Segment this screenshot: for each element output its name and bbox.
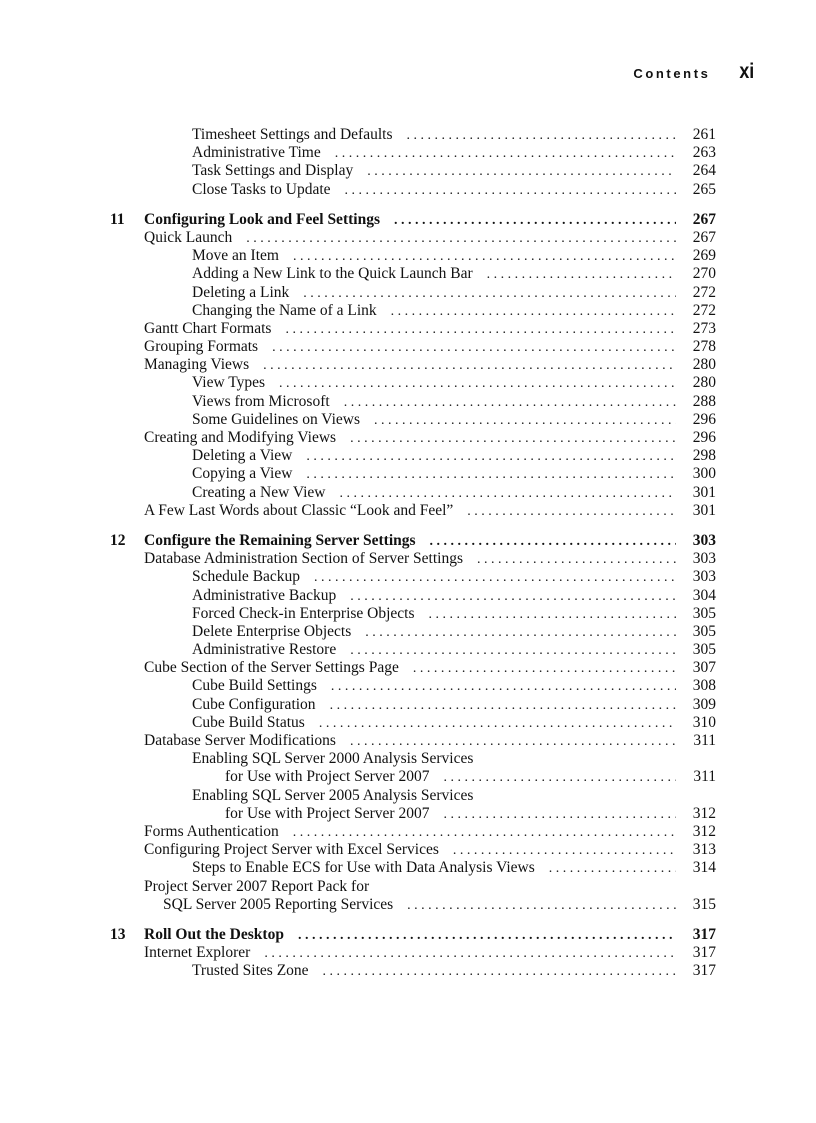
dot-leader xyxy=(279,375,676,393)
running-head-page-number: xi xyxy=(739,60,755,83)
toc-chapter-entry[interactable] xyxy=(110,926,716,944)
toc-entry[interactable] xyxy=(110,284,716,302)
dot-leader xyxy=(350,430,676,448)
dot-leader xyxy=(263,357,676,375)
dot-leader xyxy=(335,145,676,163)
toc-entry[interactable] xyxy=(110,962,716,980)
dot-leader xyxy=(413,660,676,678)
dot-leader xyxy=(344,394,676,412)
toc-entry-title: Configuring Look and Feel Settings xyxy=(144,210,380,228)
toc-entry-title: for Use with Project Server 2007 xyxy=(225,804,430,822)
dot-leader xyxy=(331,678,676,696)
toc-entry-title: Enabling SQL Server 2005 Analysis Services xyxy=(192,786,474,804)
dot-leader xyxy=(306,448,676,466)
toc-entry[interactable] xyxy=(110,768,716,786)
toc-page-number: 317 xyxy=(692,944,716,962)
toc-entry-title: Internet Explorer xyxy=(144,944,251,962)
chapter-number: 12 xyxy=(110,531,126,549)
toc-page-number: 313 xyxy=(692,841,716,859)
toc-entry[interactable] xyxy=(110,484,716,502)
toc-entry[interactable] xyxy=(110,896,716,914)
toc-entry-title: Copying a View xyxy=(192,465,293,483)
toc-entry[interactable] xyxy=(110,302,716,320)
toc-entry-title: Configuring Project Server with Excel Services xyxy=(144,841,439,859)
toc-entry[interactable] xyxy=(110,550,716,568)
toc-entry[interactable] xyxy=(110,823,716,841)
dot-leader xyxy=(365,624,676,642)
toc-page-number: 307 xyxy=(692,659,716,677)
toc-page-number: 304 xyxy=(692,586,716,604)
dot-leader xyxy=(298,927,676,945)
toc-entry[interactable] xyxy=(110,568,716,586)
dot-leader xyxy=(350,642,676,660)
toc-entry-title: Some Guidelines on Views xyxy=(192,410,360,428)
toc-entry[interactable] xyxy=(110,374,716,392)
toc-entry[interactable] xyxy=(110,623,716,641)
dot-leader xyxy=(330,697,676,715)
toc-entry-title: View Types xyxy=(192,374,266,392)
toc-page-number: 311 xyxy=(693,768,716,786)
toc-entry-title: Forced Check-in Enterprise Objects xyxy=(192,604,415,622)
toc-entry[interactable] xyxy=(110,393,716,411)
toc-page-number: 303 xyxy=(692,531,716,549)
dot-leader xyxy=(246,230,676,248)
toc-entry-title: Task Settings and Display xyxy=(192,162,354,180)
dot-leader xyxy=(406,127,676,145)
toc-entry[interactable] xyxy=(110,587,716,605)
toc-entry-title: Roll Out the Desktop xyxy=(144,925,284,943)
toc-page-number: 300 xyxy=(692,465,716,483)
toc-entry[interactable] xyxy=(110,356,716,374)
dot-leader xyxy=(350,733,676,751)
toc-entry-title: Creating and Modifying Views xyxy=(144,429,337,446)
toc-page-number: 263 xyxy=(692,144,716,162)
dot-leader xyxy=(314,569,676,587)
toc-entry[interactable] xyxy=(110,714,716,732)
toc-page-number: 298 xyxy=(692,447,716,465)
toc-entry-title: for Use with Project Server 2007 xyxy=(225,768,430,786)
toc-entry[interactable] xyxy=(110,181,716,199)
toc-page-number: 267 xyxy=(692,228,716,246)
toc-page-number: 317 xyxy=(692,962,716,980)
dot-leader xyxy=(487,266,676,284)
toc-page-number: 305 xyxy=(692,622,716,640)
toc-page-number: 301 xyxy=(692,501,716,519)
toc-entry[interactable] xyxy=(110,411,716,429)
toc-page-number: 308 xyxy=(692,677,716,695)
toc-page-number: 280 xyxy=(692,374,716,392)
toc-entry[interactable] xyxy=(110,605,716,623)
toc-entry-title: Quick Launch xyxy=(144,228,233,246)
toc-entry-title: Forms Authentication xyxy=(144,822,279,840)
dot-leader xyxy=(467,503,676,521)
toc-page-number: 278 xyxy=(692,338,716,356)
dot-leader xyxy=(430,533,676,551)
toc-page-number: 272 xyxy=(692,301,716,319)
toc-entry-title: Timesheet Settings and Defaults xyxy=(192,126,393,143)
toc-entry-title: Creating a New View xyxy=(192,483,326,501)
toc-entry[interactable] xyxy=(110,944,716,962)
dot-leader xyxy=(323,963,676,981)
toc-page-number: 303 xyxy=(692,568,716,586)
toc-entry-title: Gantt Chart Formats xyxy=(144,319,272,337)
dot-leader xyxy=(345,182,676,200)
dot-leader xyxy=(443,769,676,787)
toc-entry-title: Project Server 2007 Report Pack for xyxy=(144,877,370,895)
toc-entry[interactable] xyxy=(110,659,716,677)
toc-entry[interactable] xyxy=(110,502,716,520)
toc-entry[interactable] xyxy=(110,247,716,265)
toc-entry[interactable] xyxy=(110,805,716,823)
toc-entry-title: Adding a New Link to the Quick Launch Bar xyxy=(192,265,473,283)
dot-leader xyxy=(285,321,676,339)
toc-page-number: 296 xyxy=(692,410,716,428)
toc-entry-title: Deleting a Link xyxy=(192,283,290,301)
toc-entry[interactable] xyxy=(110,732,716,750)
toc-entry-title: Deleting a View xyxy=(192,447,293,465)
dot-leader xyxy=(477,551,676,569)
chapter-number: 11 xyxy=(110,210,125,228)
toc-entry[interactable] xyxy=(110,859,716,877)
chapter-number: 13 xyxy=(110,925,126,943)
dot-leader xyxy=(293,248,676,266)
toc-page-number: 317 xyxy=(692,925,716,943)
toc-entry[interactable] xyxy=(110,696,716,714)
toc-entry-title: Configure the Remaining Server Settings xyxy=(144,531,416,549)
toc-page-number: 315 xyxy=(692,895,716,913)
toc-entry-title: Cube Section of the Server Settings Page xyxy=(144,659,399,677)
toc-entry-title: Move an Item xyxy=(192,247,279,265)
toc-entry[interactable] xyxy=(110,162,716,180)
toc-page-number: 309 xyxy=(692,695,716,713)
toc-entry-title: Grouping Formats xyxy=(144,338,259,356)
toc-entry-title: Database Administration Section of Server Settings xyxy=(144,550,463,568)
dot-leader xyxy=(306,466,676,484)
toc-page-number: 311 xyxy=(693,732,716,749)
dot-leader xyxy=(340,485,676,503)
toc-page-number: 267 xyxy=(692,210,716,228)
toc-entry-title: A Few Last Words about Classic “Look and Feel” xyxy=(144,501,454,519)
toc-entry-title: Changing the Name of a Link xyxy=(192,301,377,319)
table-of-contents xyxy=(110,126,716,980)
toc-entry-title: Administrative Time xyxy=(192,144,321,162)
toc-entry[interactable] xyxy=(110,641,716,659)
toc-chapter-entry[interactable] xyxy=(110,211,716,229)
dot-leader xyxy=(429,606,676,624)
toc-page-number: 301 xyxy=(692,483,716,501)
toc-page-number: 310 xyxy=(692,713,716,731)
toc-page-number: 305 xyxy=(692,604,716,622)
toc-entry[interactable] xyxy=(110,126,716,144)
toc-entry[interactable] xyxy=(110,429,716,447)
toc-entry-title: Enabling SQL Server 2000 Analysis Services xyxy=(192,750,474,768)
toc-page-number: 305 xyxy=(692,641,716,659)
toc-entry-title: Steps to Enable ECS for Use with Data Analysis Views xyxy=(192,859,535,877)
dot-leader xyxy=(319,715,676,733)
toc-entry-title: Cube Build Status xyxy=(192,713,305,731)
toc-page-number: 303 xyxy=(692,550,716,568)
dot-leader xyxy=(374,412,676,430)
toc-chapter-entry[interactable] xyxy=(110,532,716,550)
dot-leader xyxy=(549,860,676,878)
toc-page-number: 280 xyxy=(692,356,716,374)
dot-leader xyxy=(272,339,676,357)
toc-entry-title: Administrative Restore xyxy=(192,641,337,659)
toc-entry-title: Cube Build Settings xyxy=(192,677,317,695)
toc-page-number: 288 xyxy=(692,392,716,410)
toc-entry[interactable] xyxy=(110,265,716,283)
toc-page-number: 270 xyxy=(692,265,716,283)
toc-page-number: 269 xyxy=(692,247,716,265)
toc-page-number: 312 xyxy=(692,804,716,822)
toc-page-number: 265 xyxy=(692,180,716,198)
dot-leader xyxy=(391,303,676,321)
toc-entry[interactable] xyxy=(110,465,716,483)
toc-entry-title: Managing Views xyxy=(144,356,250,374)
toc-entry[interactable] xyxy=(110,677,716,695)
toc-entry[interactable] xyxy=(110,338,716,356)
toc-page-number: 272 xyxy=(692,283,716,301)
toc-entry[interactable] xyxy=(110,229,716,247)
toc-page-number: 264 xyxy=(692,162,716,180)
dot-leader xyxy=(293,824,676,842)
toc-entry-title: SQL Server 2005 Reporting Services xyxy=(163,895,394,913)
toc-entry-title: Close Tasks to Update xyxy=(192,180,331,198)
toc-page-number: 261 xyxy=(692,126,716,143)
toc-page-number: 296 xyxy=(692,429,716,446)
dot-leader xyxy=(453,842,676,860)
toc-entry[interactable] xyxy=(110,447,716,465)
dot-leader xyxy=(407,897,676,915)
running-head xyxy=(633,60,756,84)
running-head-section: Contents xyxy=(633,66,711,81)
toc-entry-title: Cube Configuration xyxy=(192,695,316,713)
toc-entry-title: Trusted Sites Zone xyxy=(192,962,309,980)
toc-page-number: 273 xyxy=(692,319,716,337)
dot-leader xyxy=(443,806,676,824)
dot-leader xyxy=(367,163,676,181)
dot-leader xyxy=(350,588,676,606)
dot-leader xyxy=(303,285,676,303)
dot-leader xyxy=(264,945,676,963)
toc-entry[interactable] xyxy=(110,320,716,338)
toc-entry[interactable] xyxy=(110,144,716,162)
toc-entry-title: Database Server Modifications xyxy=(144,732,336,749)
toc-entry[interactable] xyxy=(110,841,716,859)
toc-entry-title: Administrative Backup xyxy=(192,586,337,604)
toc-entry-title: Schedule Backup xyxy=(192,568,301,586)
dot-leader xyxy=(394,212,676,230)
toc-page-number: 312 xyxy=(692,822,716,840)
toc-entry-title: Views from Microsoft xyxy=(192,392,330,410)
toc-entry-title: Delete Enterprise Objects xyxy=(192,622,352,640)
toc-page-number: 314 xyxy=(692,859,716,877)
